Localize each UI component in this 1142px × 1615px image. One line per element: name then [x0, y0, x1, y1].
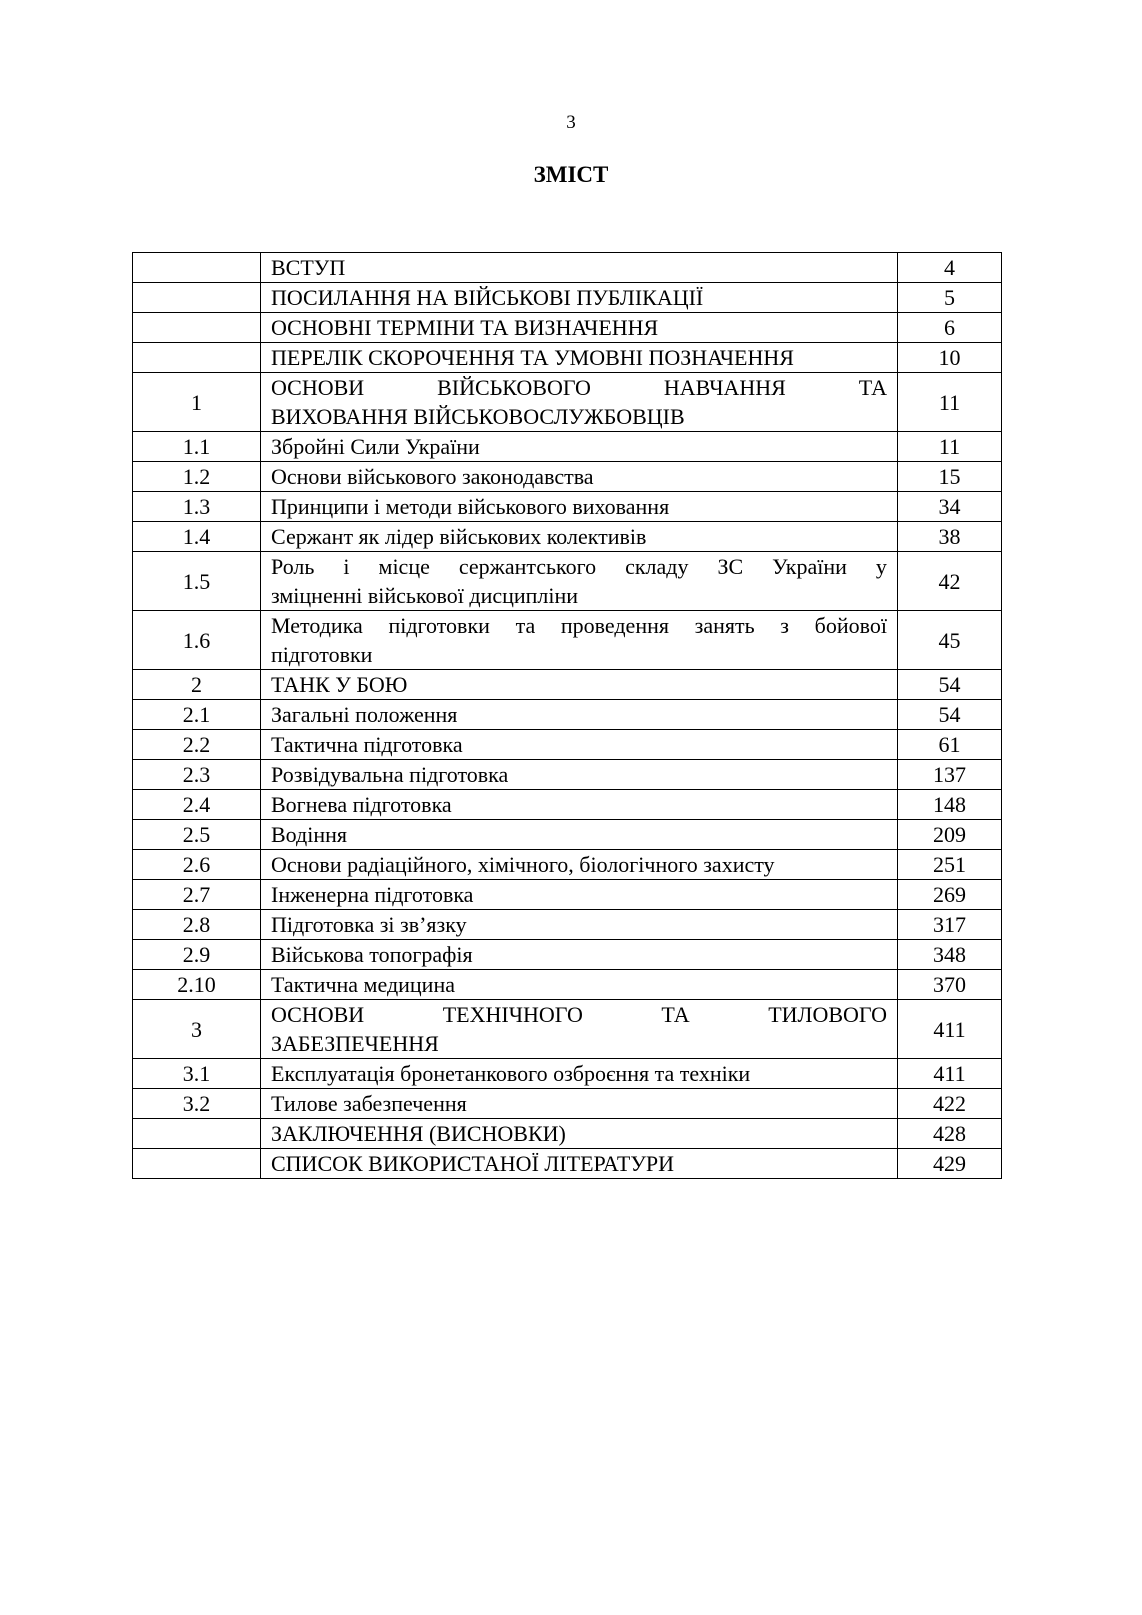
page-ref: 148	[898, 790, 1002, 820]
page-ref: 45	[898, 611, 1002, 670]
section-number: 2.1	[133, 700, 261, 730]
section-title	[261, 1089, 898, 1119]
section-title	[261, 940, 898, 970]
section-title	[261, 880, 898, 910]
page-ref: 137	[898, 760, 1002, 790]
section-number: 2.4	[133, 790, 261, 820]
section-title-line: Сержант як лідер військових колективів	[271, 524, 647, 549]
section-title	[261, 670, 898, 700]
section-title-line: ЗАКЛЮЧЕННЯ (ВИСНОВКИ)	[271, 1121, 566, 1146]
section-number: 1.2	[133, 462, 261, 492]
page-ref: 34	[898, 492, 1002, 522]
section-number: 2.7	[133, 880, 261, 910]
section-number: 3	[133, 1000, 261, 1059]
section-number	[133, 253, 261, 283]
section-number: 2	[133, 670, 261, 700]
table-row	[133, 1000, 1002, 1059]
section-title	[261, 1000, 898, 1059]
section-number: 1.4	[133, 522, 261, 552]
section-number: 1	[133, 373, 261, 432]
section-title	[261, 730, 898, 760]
page-title: ЗМІСТ	[533, 162, 609, 187]
section-title-line: СПИСОК ВИКОРИСТАНОЇ ЛІТЕРАТУРИ	[271, 1151, 675, 1176]
table-row	[133, 790, 1002, 820]
table-row	[133, 880, 1002, 910]
page-ref: 269	[898, 880, 1002, 910]
page-ref: 6	[898, 313, 1002, 343]
page-ref: 209	[898, 820, 1002, 850]
table-row	[133, 552, 1002, 611]
section-title-line: Принципи і методи військового виховання	[271, 494, 670, 519]
table-row	[133, 970, 1002, 1000]
section-title	[261, 760, 898, 790]
section-title	[261, 343, 898, 373]
toc-body	[133, 253, 1002, 1179]
section-title-line: ОСНОВИ ВІЙСЬКОВОГО НАВЧАННЯ ТА	[271, 375, 887, 400]
section-number	[133, 1119, 261, 1149]
section-number: 2.2	[133, 730, 261, 760]
table-row	[133, 820, 1002, 850]
page-ref: 370	[898, 970, 1002, 1000]
section-number: 1.6	[133, 611, 261, 670]
section-title-line: Роль і місце сержантського складу ЗС України у	[271, 554, 887, 579]
page-ref: 429	[898, 1149, 1002, 1179]
section-title-line: ВСТУП	[271, 255, 346, 280]
section-title-line: Розвідувальна підготовка	[271, 762, 509, 787]
section-title-line: Загальні положення	[271, 702, 458, 727]
section-title	[261, 373, 898, 432]
table-row	[133, 492, 1002, 522]
page-ref: 42	[898, 552, 1002, 611]
section-number: 3.2	[133, 1089, 261, 1119]
section-title-line: Військова топографія	[271, 942, 473, 967]
section-title-line: Основи військового законодавства	[271, 464, 594, 489]
section-title-line: ТАНК У БОЮ	[271, 672, 408, 697]
table-row	[133, 611, 1002, 670]
section-title-line: Експлуатація бронетанкового озброєння та техніки	[271, 1061, 751, 1086]
page-ref: 11	[898, 373, 1002, 432]
table-row	[133, 1119, 1002, 1149]
table-row	[133, 850, 1002, 880]
section-title	[261, 970, 898, 1000]
section-number: 2.10	[133, 970, 261, 1000]
section-number: 2.8	[133, 910, 261, 940]
table-row	[133, 283, 1002, 313]
table-row	[133, 253, 1002, 283]
section-number: 2.3	[133, 760, 261, 790]
table-row	[133, 670, 1002, 700]
page-ref: 411	[898, 1000, 1002, 1059]
section-title	[261, 283, 898, 313]
page-ref: 61	[898, 730, 1002, 760]
section-title	[261, 462, 898, 492]
section-number	[133, 1149, 261, 1179]
page-ref: 317	[898, 910, 1002, 940]
page-ref: 411	[898, 1059, 1002, 1089]
section-title-line: ОСНОВНІ ТЕРМІНИ ТА ВИЗНАЧЕННЯ	[271, 315, 659, 340]
section-title	[261, 611, 898, 670]
page-ref: 54	[898, 700, 1002, 730]
section-title-line: ВИХОВАННЯ ВІЙСЬКОВОСЛУЖБОВЦІВ	[271, 404, 685, 429]
section-title-line: ЗАБЕЗПЕЧЕННЯ	[271, 1031, 439, 1056]
page-number: 3	[566, 112, 576, 133]
section-number: 2.9	[133, 940, 261, 970]
section-title-line: Тилове забезпечення	[271, 1091, 467, 1116]
table-row	[133, 1089, 1002, 1119]
table-row	[133, 730, 1002, 760]
section-title-line: Водіння	[271, 822, 348, 847]
page-ref: 251	[898, 850, 1002, 880]
page-ref: 348	[898, 940, 1002, 970]
page-ref: 10	[898, 343, 1002, 373]
section-number: 2.6	[133, 850, 261, 880]
section-title-line: зміцненні військової дисципліни	[271, 583, 579, 608]
section-title-line: Тактична підготовка	[271, 732, 463, 757]
section-title-line: Основи радіаційного, хімічного, біологічного захисту	[271, 852, 775, 877]
section-title	[261, 820, 898, 850]
page-ref: 5	[898, 283, 1002, 313]
page-ref: 428	[898, 1119, 1002, 1149]
section-title-line: ОСНОВИ ТЕХНІЧНОГО ТА ТИЛОВОГО	[271, 1002, 887, 1027]
section-title	[261, 522, 898, 552]
section-title-line: ПОСИЛАННЯ НА ВІЙСЬКОВІ ПУБЛІКАЦІЇ	[271, 285, 704, 310]
section-title	[261, 790, 898, 820]
section-title	[261, 432, 898, 462]
section-title	[261, 700, 898, 730]
table-row	[133, 462, 1002, 492]
table-of-contents	[132, 252, 1002, 1179]
page-ref: 15	[898, 462, 1002, 492]
page-ref: 4	[898, 253, 1002, 283]
table-row	[133, 432, 1002, 462]
section-title-line: Збройні Сили України	[271, 434, 480, 459]
table-row	[133, 1149, 1002, 1179]
page-ref: 54	[898, 670, 1002, 700]
section-title	[261, 313, 898, 343]
section-number	[133, 283, 261, 313]
section-title	[261, 1059, 898, 1089]
section-title-line: Інженерна підготовка	[271, 882, 474, 907]
section-title	[261, 552, 898, 611]
table-row	[133, 940, 1002, 970]
table-row	[133, 700, 1002, 730]
section-number	[133, 343, 261, 373]
page-ref: 11	[898, 432, 1002, 462]
section-title	[261, 1149, 898, 1179]
section-number: 3.1	[133, 1059, 261, 1089]
section-title-line: ПЕРЕЛІК СКОРОЧЕННЯ ТА УМОВНІ ПОЗНАЧЕННЯ	[271, 345, 794, 370]
section-title-line: Тактична медицина	[271, 972, 455, 997]
table-row	[133, 373, 1002, 432]
section-title	[261, 253, 898, 283]
section-title	[261, 910, 898, 940]
page-ref: 422	[898, 1089, 1002, 1119]
section-number	[133, 313, 261, 343]
section-title-line: Методика підготовки та проведення занять з бойової	[271, 613, 887, 638]
section-title-line: підготовки	[271, 642, 373, 667]
table-row	[133, 1059, 1002, 1089]
section-title	[261, 1119, 898, 1149]
table-row	[133, 760, 1002, 790]
table-row	[133, 910, 1002, 940]
section-number: 1.3	[133, 492, 261, 522]
section-title-line: Підготовка зі зв’язку	[271, 912, 467, 937]
page-ref: 38	[898, 522, 1002, 552]
section-title-line: Вогнева підготовка	[271, 792, 452, 817]
section-number: 1.1	[133, 432, 261, 462]
table-row	[133, 313, 1002, 343]
section-number: 1.5	[133, 552, 261, 611]
table-row	[133, 343, 1002, 373]
section-title	[261, 850, 898, 880]
section-title	[261, 492, 898, 522]
table-row	[133, 522, 1002, 552]
section-number: 2.5	[133, 820, 261, 850]
